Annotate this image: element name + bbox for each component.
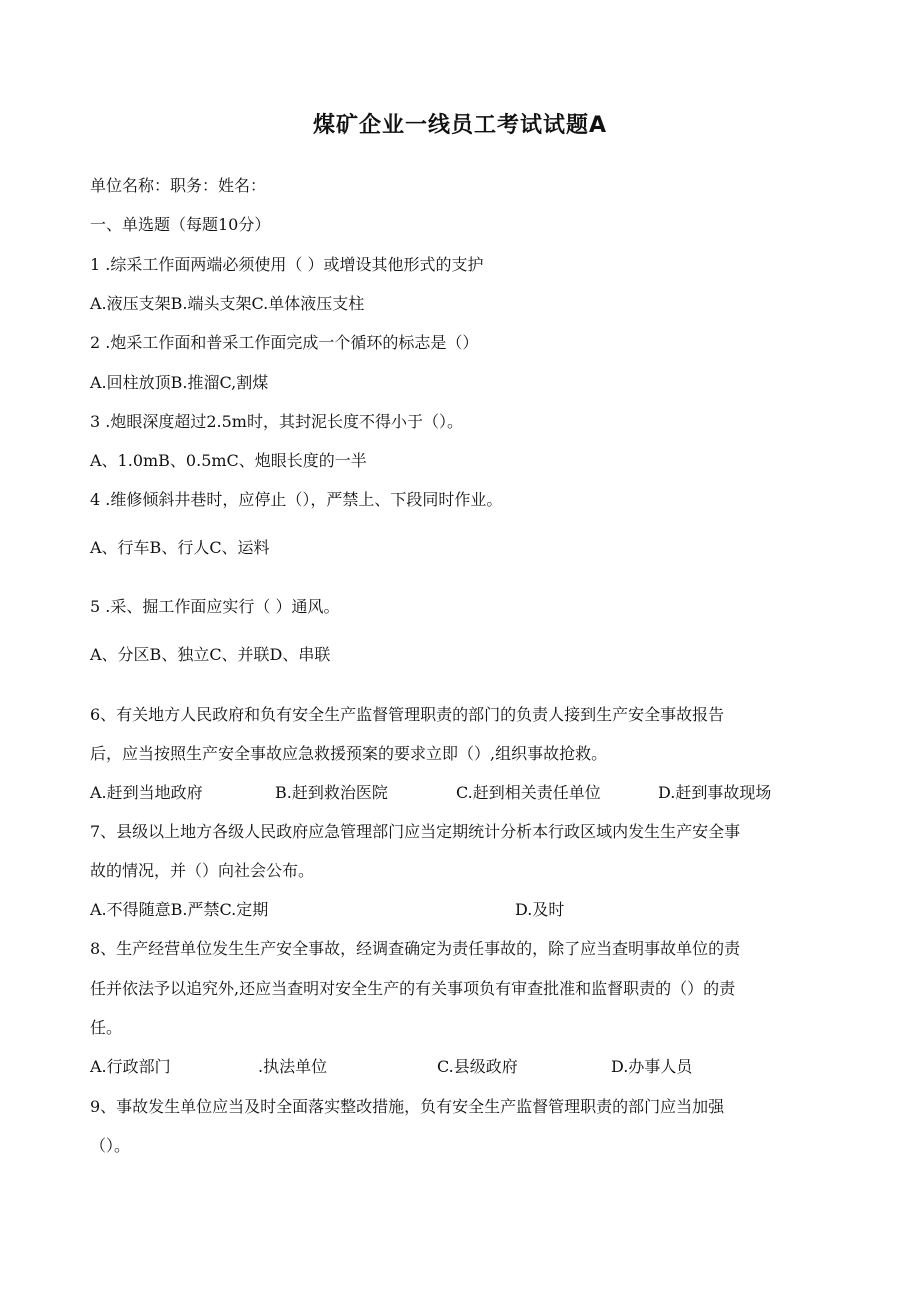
question-8-option-a: A.行政部门 xyxy=(90,1057,171,1076)
question-3-stem: 3 .炮眼深度超过2.5m时，其封泥长度不得小于（）。 xyxy=(90,412,463,431)
info-line: 单位名称：职务：姓名： xyxy=(90,176,267,195)
question-2-options: A.回柱放顶B.推溜C,割煤 xyxy=(90,373,269,392)
question-7-stem-line-1: 7、县级以上地方各级人民政府应急管理部门应当定期统计分析本行政区域内发生生产安全事 xyxy=(90,822,741,841)
document-title: 煤矿企业一线员工考试试题A xyxy=(312,113,608,138)
question-4-stem: 4 .维修倾斜井巷时，应停止（），严禁上、下段同时作业。 xyxy=(90,490,503,509)
question-7-options-abc: A.不得随意B.严禁C.定期 xyxy=(90,900,269,919)
question-2-stem: 2 .炮采工作面和普采工作面完成一个循环的标志是（） xyxy=(90,333,479,352)
question-8-option-d: D.办事人员 xyxy=(611,1057,693,1076)
question-6-option-c: C.赶到相关责任单位 xyxy=(456,783,601,802)
question-8-stem-line-1: 8、生产经营单位发生生产安全事故，经调查确定为责任事故的，除了应当查明事故单位的责 xyxy=(90,939,741,958)
question-5-stem: 5 .采、掘工作面应实行（ ）通风。 xyxy=(90,597,340,616)
question-6-option-a: A.赶到当地政府 xyxy=(90,783,203,802)
question-6-option-d: D.赶到事故现场 xyxy=(658,783,772,802)
question-3-options: A、1.0mB、0.5mC、炮眼长度的一半 xyxy=(90,451,367,470)
question-6-option-b: B.赶到救治医院 xyxy=(275,783,388,802)
section-heading: 一、单选题（每题10分） xyxy=(90,215,271,234)
question-9-stem-line-2: （）。 xyxy=(90,1136,131,1155)
question-6-stem-line-1: 6、有关地方人民政府和负有安全生产监督管理职责的部门的负责人接到生产安全事故报告 xyxy=(90,705,725,724)
question-9-stem-line-1: 9、事故发生单位应当及时全面落实整改措施，负有安全生产监督管理职责的部门应当加强 xyxy=(90,1097,725,1116)
question-8-option-b: .执法单位 xyxy=(258,1057,328,1076)
question-4-options: A、行车B、行人C、运料 xyxy=(90,538,270,557)
question-8-stem-line-3: 任。 xyxy=(90,1018,123,1037)
question-8-stem-line-2: 任并依法予以追究外,还应当查明对安全生产的有关事项负有审查批准和监督职责的（）的责 xyxy=(90,979,736,998)
question-5-options: A、分区B、独立C、并联D、串联 xyxy=(90,645,331,664)
question-8-option-c: C.县级政府 xyxy=(437,1057,518,1076)
question-1-options: A.液压支架B.端头支架C.单体液压支柱 xyxy=(90,294,365,313)
question-1-stem: 1 .综采工作面两端必须使用（ ）或增设其他形式的支护 xyxy=(90,255,484,274)
question-6-stem-line-2: 后，应当按照生产安全事故应急救援预案的要求立即（）,组织事故抢救。 xyxy=(90,744,608,763)
question-7-stem-line-2: 故的情况，并（）向社会公布。 xyxy=(90,861,315,880)
question-7-option-d: D.及时 xyxy=(515,900,565,919)
